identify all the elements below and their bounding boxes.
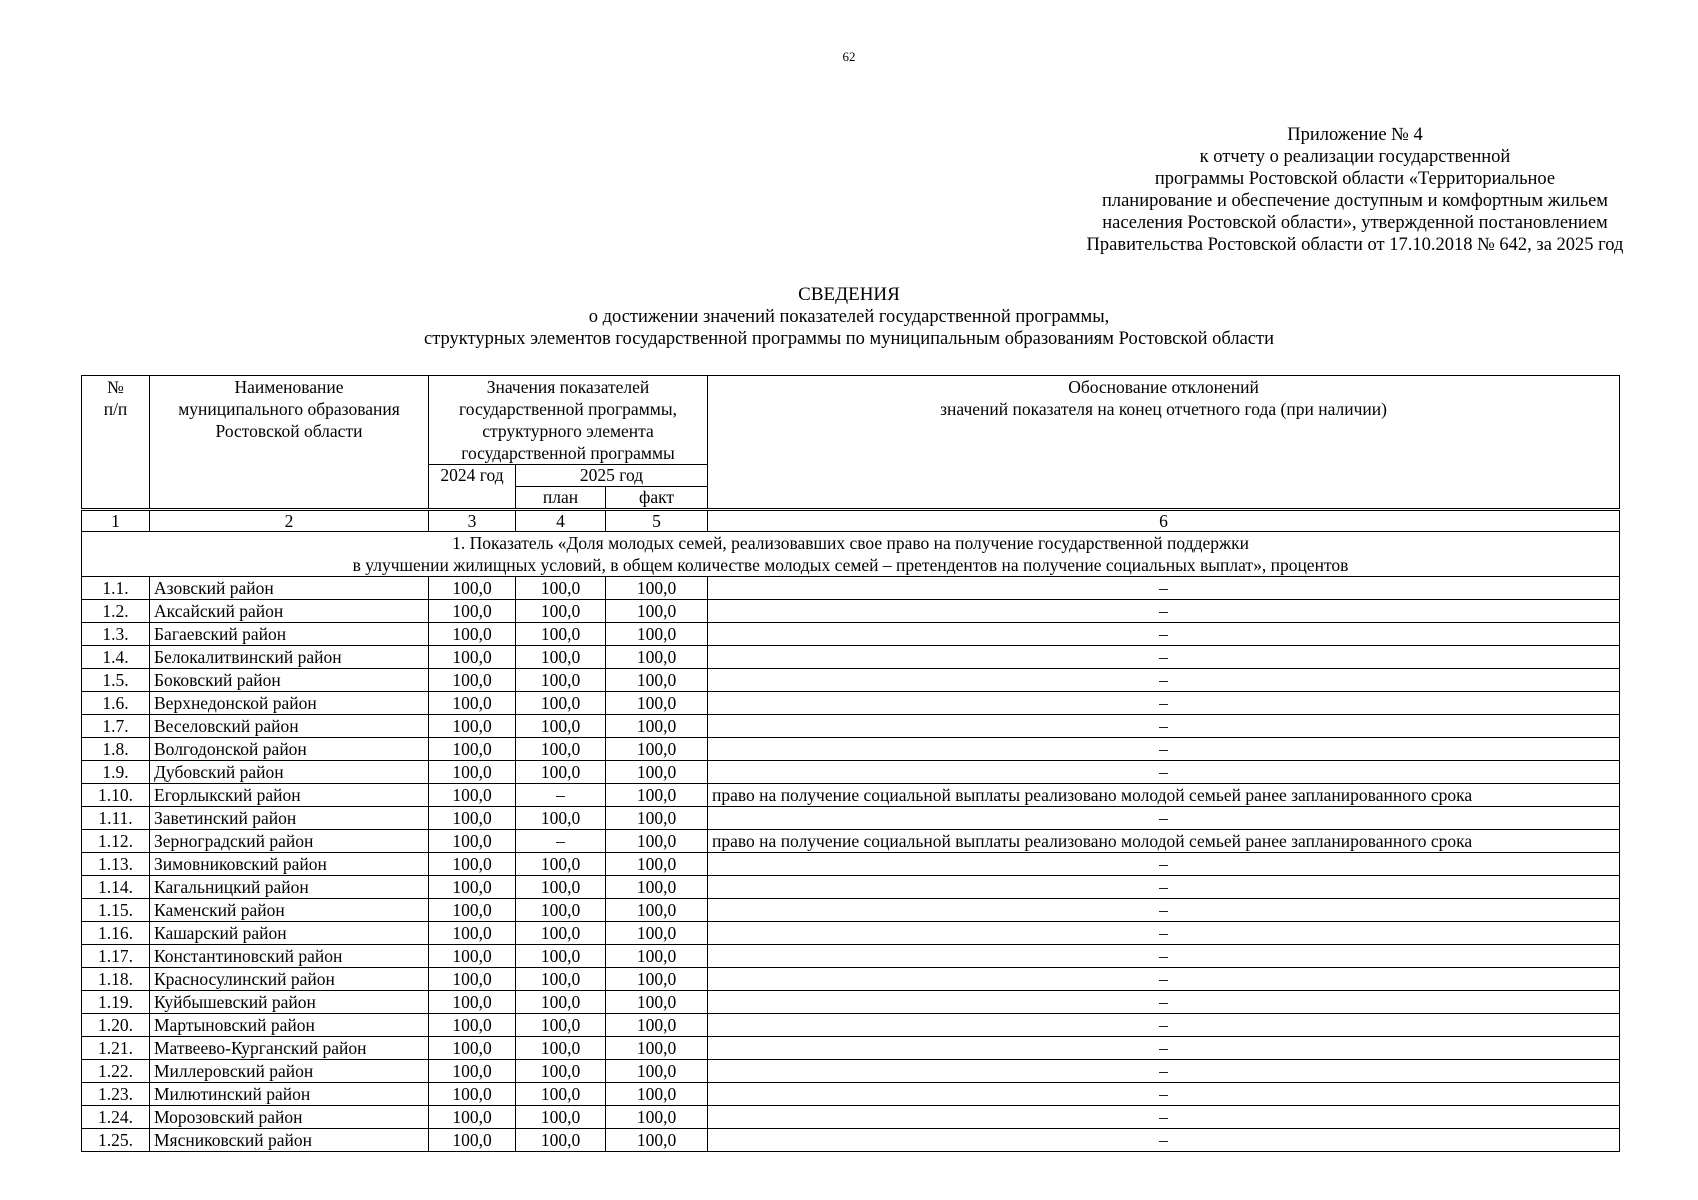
municipality-name: Зерноградский район: [150, 830, 429, 853]
table-row: [82, 623, 1620, 646]
deviation-reason: право на получение социальной выплаты реализовано молодой семьей ранее запланированного срока: [708, 830, 1620, 853]
value-2025-plan: 100,0: [516, 922, 606, 945]
deviation-reason: –: [708, 1106, 1620, 1129]
header-col-name: Наименование муниципального образования Ростовской области: [150, 376, 429, 510]
value-2025-fact: 100,0: [606, 899, 708, 922]
header-plan: план: [516, 487, 606, 510]
header-col-reason: Обоснование отклонений значений показателя на конец отчетного года (при наличии): [708, 376, 1620, 510]
value-2025-plan: 100,0: [516, 807, 606, 830]
row-number: 1.15.: [82, 899, 150, 922]
value-2024: 100,0: [429, 1129, 516, 1152]
municipality-name: Верхнедонской район: [150, 692, 429, 715]
value-2024: 100,0: [429, 1060, 516, 1083]
section-title-line: в улучшении жилищных условий, в общем количестве молодых семей – претендентов на получение социальных выплат», процентов: [352, 555, 1349, 575]
row-number: 1.1.: [82, 577, 150, 600]
deviation-reason: –: [708, 922, 1620, 945]
row-number: 1.11.: [82, 807, 150, 830]
value-2025-plan: 100,0: [516, 623, 606, 646]
value-2024: 100,0: [429, 968, 516, 991]
value-2024: 100,0: [429, 623, 516, 646]
appendix-line: к отчету о реализации государственной: [1199, 147, 1511, 167]
document-subtitle-line: структурных элементов государственной программы по муниципальным образованиям Ростовской области: [424, 329, 1274, 349]
row-number: 1.21.: [82, 1037, 150, 1060]
row-number: 1.19.: [82, 991, 150, 1014]
municipality-name: Боковский район: [150, 669, 429, 692]
municipality-name: Мартыновский район: [150, 1014, 429, 1037]
value-2025-plan: 100,0: [516, 692, 606, 715]
row-number: 1.3.: [82, 623, 150, 646]
municipality-name: Куйбышевский район: [150, 991, 429, 1014]
value-2024: 100,0: [429, 738, 516, 761]
municipality-name: Белокалитвинский район: [150, 646, 429, 669]
table-row: [82, 899, 1620, 922]
value-2025-plan: –: [516, 830, 606, 853]
page-number: 62: [842, 49, 856, 64]
deviation-reason: –: [708, 853, 1620, 876]
deviation-reason: –: [708, 945, 1620, 968]
value-2024: 100,0: [429, 1106, 516, 1129]
table-row: [82, 876, 1620, 899]
value-2025-fact: 100,0: [606, 922, 708, 945]
municipality-name: Заветинский район: [150, 807, 429, 830]
deviation-reason: –: [708, 1037, 1620, 1060]
row-number: 1.17.: [82, 945, 150, 968]
column-number-label: 6: [708, 510, 1620, 532]
row-number: 1.7.: [82, 715, 150, 738]
deviation-reason: –: [708, 807, 1620, 830]
appendix-block: [1000, 124, 1698, 256]
value-2024: 100,0: [429, 876, 516, 899]
appendix-line: программы Ростовской области «Территориальное: [1154, 169, 1556, 189]
value-2025-fact: 100,0: [606, 1106, 708, 1129]
table-row: [82, 1129, 1620, 1152]
value-2024: 100,0: [429, 600, 516, 623]
value-2024: 100,0: [429, 922, 516, 945]
value-2025-plan: 100,0: [516, 761, 606, 784]
value-2025-plan: 100,0: [516, 853, 606, 876]
table-row: [82, 1014, 1620, 1037]
municipality-name: Веселовский район: [150, 715, 429, 738]
value-2025-fact: 100,0: [606, 1129, 708, 1152]
value-2025-fact: 100,0: [606, 945, 708, 968]
municipality-name: Морозовский район: [150, 1106, 429, 1129]
deviation-reason: –: [708, 1083, 1620, 1106]
deviation-reason: –: [708, 577, 1620, 600]
municipality-name: Каменский район: [150, 899, 429, 922]
deviation-reason: право на получение социальной выплаты реализовано молодой семьей ранее запланированного срока: [708, 784, 1620, 807]
value-2025-fact: 100,0: [606, 968, 708, 991]
header-col-number: № п/п: [82, 376, 150, 510]
value-2025-fact: 100,0: [606, 1014, 708, 1037]
appendix-line: Правительства Ростовской области от 17.10.2018 № 642, за 2025 год: [1086, 235, 1624, 255]
value-2024: 100,0: [429, 899, 516, 922]
value-2025-plan: 100,0: [516, 991, 606, 1014]
table-row: [82, 945, 1620, 968]
value-2025-fact: 100,0: [606, 692, 708, 715]
row-number: 1.23.: [82, 1083, 150, 1106]
table-row: [82, 853, 1620, 876]
municipality-name: Кашарский район: [150, 922, 429, 945]
value-2025-fact: 100,0: [606, 1037, 708, 1060]
municipality-name: Мясниковский район: [150, 1129, 429, 1152]
table-row: [82, 784, 1620, 807]
table-row: [82, 968, 1620, 991]
value-2025-plan: 100,0: [516, 669, 606, 692]
column-number-label: 5: [606, 510, 708, 532]
value-2024: 100,0: [429, 669, 516, 692]
row-number: 1.8.: [82, 738, 150, 761]
value-2025-fact: 100,0: [606, 715, 708, 738]
value-2024: 100,0: [429, 945, 516, 968]
municipality-name: Зимовниковский район: [150, 853, 429, 876]
value-2025-plan: 100,0: [516, 1014, 606, 1037]
municipality-name: Константиновский район: [150, 945, 429, 968]
deviation-reason: –: [708, 899, 1620, 922]
value-2025-fact: 100,0: [606, 853, 708, 876]
row-number: 1.25.: [82, 1129, 150, 1152]
deviation-reason: –: [708, 715, 1620, 738]
municipality-name: Кагальницкий район: [150, 876, 429, 899]
header-col-values: Значения показателей государственной программы, структурного элемента государственной программы: [429, 376, 708, 465]
deviation-reason: –: [708, 1060, 1620, 1083]
table-row: [82, 830, 1620, 853]
municipality-name: Егорлыкский район: [150, 784, 429, 807]
row-number: 1.22.: [82, 1060, 150, 1083]
column-number-label: 3: [429, 510, 516, 532]
table-row: [82, 922, 1620, 945]
municipality-name: Милютинский район: [150, 1083, 429, 1106]
value-2025-fact: 100,0: [606, 784, 708, 807]
table-row: [82, 807, 1620, 830]
appendix-line: планирование и обеспечение доступным и комфортным жильем: [1101, 191, 1609, 211]
document-title: СВЕДЕНИЯ: [798, 284, 900, 305]
deviation-reason: –: [708, 692, 1620, 715]
row-number: 1.9.: [82, 761, 150, 784]
row-number: 1.14.: [82, 876, 150, 899]
value-2025-fact: 100,0: [606, 577, 708, 600]
appendix-line: Приложение № 4: [1287, 125, 1423, 145]
table-row: [82, 761, 1620, 784]
municipality-name: Миллеровский район: [150, 1060, 429, 1083]
value-2025-plan: 100,0: [516, 945, 606, 968]
section-title: [82, 532, 1620, 577]
column-number-label: 1: [82, 510, 150, 532]
deviation-reason: –: [708, 761, 1620, 784]
value-2025-plan: 100,0: [516, 968, 606, 991]
column-number-label: 2: [150, 510, 429, 532]
value-2025-fact: 100,0: [606, 646, 708, 669]
value-2025-plan: 100,0: [516, 600, 606, 623]
row-number: 1.2.: [82, 600, 150, 623]
value-2024: 100,0: [429, 830, 516, 853]
row-number: 1.20.: [82, 1014, 150, 1037]
value-2024: 100,0: [429, 807, 516, 830]
table-row: [82, 1060, 1620, 1083]
table-row: [82, 1106, 1620, 1129]
table-row: [82, 1083, 1620, 1106]
deviation-reason: –: [708, 876, 1620, 899]
deviation-reason: –: [708, 738, 1620, 761]
table-row: [82, 646, 1620, 669]
value-2025-fact: 100,0: [606, 876, 708, 899]
municipality-name: Дубовский район: [150, 761, 429, 784]
value-2024: 100,0: [429, 1037, 516, 1060]
document-subtitle-line: о достижении значений показателей государственной программы,: [588, 307, 1110, 327]
value-2025-plan: 100,0: [516, 899, 606, 922]
value-2024: 100,0: [429, 646, 516, 669]
value-2025-fact: 100,0: [606, 600, 708, 623]
table-row: [82, 991, 1620, 1014]
value-2025-fact: 100,0: [606, 1083, 708, 1106]
indicators-table: [81, 375, 1620, 1152]
value-2025-fact: 100,0: [606, 807, 708, 830]
column-number-label: 4: [516, 510, 606, 532]
municipality-name: Багаевский район: [150, 623, 429, 646]
value-2024: 100,0: [429, 715, 516, 738]
value-2025-plan: 100,0: [516, 1083, 606, 1106]
municipality-name: Волгодонской район: [150, 738, 429, 761]
deviation-reason: –: [708, 623, 1620, 646]
value-2025-plan: 100,0: [516, 715, 606, 738]
value-2024: 100,0: [429, 761, 516, 784]
value-2025-plan: 100,0: [516, 577, 606, 600]
value-2024: 100,0: [429, 853, 516, 876]
value-2025-plan: 100,0: [516, 1037, 606, 1060]
table-row: [82, 669, 1620, 692]
municipality-name: Красносулинский район: [150, 968, 429, 991]
value-2025-plan: 100,0: [516, 646, 606, 669]
value-2025-fact: 100,0: [606, 623, 708, 646]
deviation-reason: –: [708, 991, 1620, 1014]
table-row: [82, 692, 1620, 715]
municipality-name: Азовский район: [150, 577, 429, 600]
municipality-name: Аксайский район: [150, 600, 429, 623]
value-2024: 100,0: [429, 991, 516, 1014]
value-2025-fact: 100,0: [606, 830, 708, 853]
value-2025-plan: 100,0: [516, 738, 606, 761]
value-2024: 100,0: [429, 1014, 516, 1037]
row-number: 1.5.: [82, 669, 150, 692]
row-number: 1.24.: [82, 1106, 150, 1129]
header-fact: факт: [606, 487, 708, 510]
row-number: 1.4.: [82, 646, 150, 669]
row-number: 1.18.: [82, 968, 150, 991]
value-2025-plan: 100,0: [516, 1060, 606, 1083]
value-2025-plan: –: [516, 784, 606, 807]
row-number: 1.13.: [82, 853, 150, 876]
value-2025-fact: 100,0: [606, 761, 708, 784]
value-2025-plan: 100,0: [516, 1106, 606, 1129]
value-2024: 100,0: [429, 692, 516, 715]
deviation-reason: –: [708, 968, 1620, 991]
table-row: [82, 1037, 1620, 1060]
header-year-2024: 2024 год: [429, 465, 516, 510]
deviation-reason: –: [708, 1014, 1620, 1037]
row-number: 1.6.: [82, 692, 150, 715]
table-row: [82, 577, 1620, 600]
value-2025-plan: 100,0: [516, 876, 606, 899]
deviation-reason: –: [708, 646, 1620, 669]
value-2025-fact: 100,0: [606, 669, 708, 692]
value-2024: 100,0: [429, 784, 516, 807]
section-title-line: 1. Показатель «Доля молодых семей, реализовавших свое право на получение государственной поддержки: [452, 533, 1249, 553]
appendix-line: населения Ростовской области», утвержденной постановлением: [1102, 213, 1608, 233]
value-2025-fact: 100,0: [606, 991, 708, 1014]
value-2025-plan: 100,0: [516, 1129, 606, 1152]
row-number: 1.10.: [82, 784, 150, 807]
table-row: [82, 600, 1620, 623]
table-row: [82, 738, 1620, 761]
header-year-2025: 2025 год: [516, 465, 708, 487]
value-2024: 100,0: [429, 1083, 516, 1106]
value-2024: 100,0: [429, 577, 516, 600]
row-number: 1.16.: [82, 922, 150, 945]
value-2025-fact: 100,0: [606, 1060, 708, 1083]
table-row: [82, 715, 1620, 738]
value-2025-fact: 100,0: [606, 738, 708, 761]
municipality-name: Матвеево-Курганский район: [150, 1037, 429, 1060]
deviation-reason: –: [708, 600, 1620, 623]
row-number: 1.12.: [82, 830, 150, 853]
document-heading: [0, 284, 1698, 350]
deviation-reason: –: [708, 1129, 1620, 1152]
deviation-reason: –: [708, 669, 1620, 692]
